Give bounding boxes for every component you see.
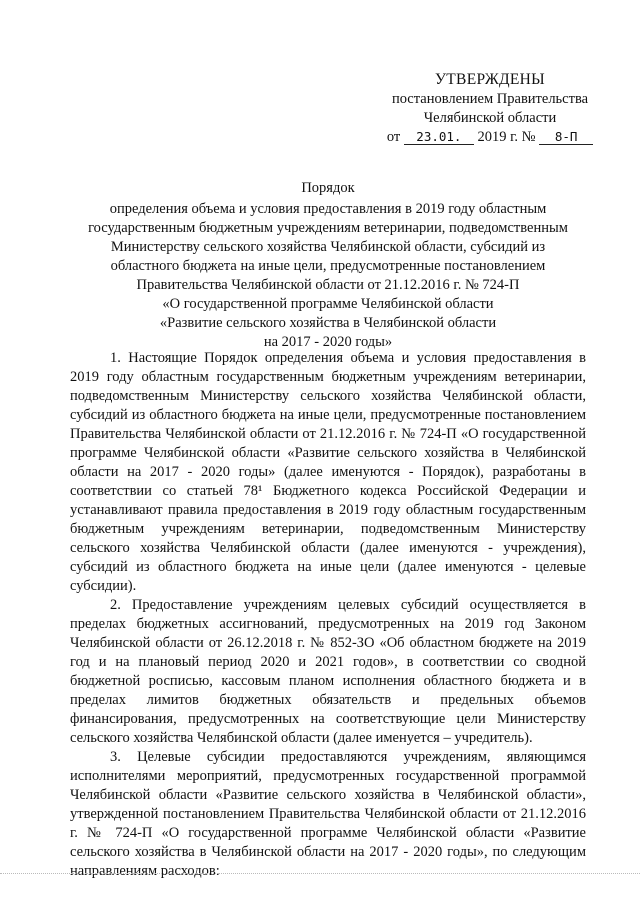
title-line: определения объема и условия предоставления в 2019 году областным (109, 201, 547, 217)
title-line: областного бюджета на иные цели, предусмотренные постановлением (110, 258, 546, 274)
approval-date-line (370, 128, 610, 147)
document-title (70, 179, 586, 352)
year-text: 2019 г. № (477, 129, 536, 145)
resolution-number-field: 8-П (539, 129, 593, 145)
paragraph-1: 1. Настоящие Порядок определения объема и условия предоставления в 2019 году областным государственным бюджетным учреждениям ветеринарии, подведомственным Министерству сельского хозяйства Челябинской области, субсидий из областного бюджета на иные цели, предусмотренные постановлением Правительства Челябинской области от 21.12.2016 г. № 724-П «О государственной программе Челябинской области «Развитие сельского хозяйства в Челябинской области на 2017 - 2020 годы» (далее именуются - Порядок), разработаны в соответствии со статьей 78¹ Бюджетного кодекса Российской Федерации и устанавливают правила предоставления в 2019 году областным государственным бюджетным учреждениям ветеринарии, подведомственным Министерству сельского хозяйства Челябинской области (далее именуются - учреждения), субсидий из областного бюджета на иные цели (далее именуются - целевые субсидии). (70, 350, 586, 594)
title-line: «Развитие сельского хозяйства в Челябинской области (159, 315, 497, 331)
approval-stamp (370, 70, 610, 147)
title-heading: Порядок (301, 180, 355, 196)
title-line: Правительства Челябинской области от 21.12.2016 г. № 724-П (136, 277, 520, 293)
title-line: на 2017 - 2020 годы» (263, 334, 393, 350)
document-body (70, 349, 586, 881)
title-line: Министерству сельского хозяйства Челябинской области, субсидий из (110, 239, 546, 255)
title-line: «О государственной программе Челябинской области (162, 296, 494, 312)
approved-label: УТВЕРЖДЕНЫ (435, 71, 545, 88)
paragraph-3: 3. Целевые субсидии предоставляются учреждениям, являющимся исполнителями мероприятий, предусмотренных государственной программой Челябинской области «Развитие сельского хозяйства в Челябинской области», утвержденной постановлением Правительства Челябинской области от 21.12.2016 г. № 724-П «О государственной программе Челябинской области «Развитие сельского хозяйства в Челябинской области на 2017 - 2020 годы», по следующим направлениям расходов: (70, 749, 586, 879)
date-prefix: от (386, 129, 401, 145)
title-line: государственным бюджетным учреждениям ветеринарии, подведомственным (88, 220, 568, 236)
paragraph-2: 2. Предоставление учреждениям целевых субсидий осуществляется в пределах бюджетных ассигнований, предусмотренных на 2019 год Законом Челябинской области от 26.12.2018 г. № 852-ЗО «Об областном бюджете на 2019 год и на плановый период 2020 и 2021 годов», в соответствии со сводной бюджетной росписью, кассовым планом исполнения областного бюджета и в пределах лимитов бюджетных обязательств и предельных объемов финансирования, предусмотренных на соответствующие цели Министерству сельского хозяйства Челябинской области (далее именуется – учредитель). (70, 597, 586, 746)
page-bottom-divider (0, 873, 640, 875)
approval-date-field: 23.01. (404, 129, 474, 145)
approved-by-line: постановлением Правительства (391, 91, 589, 107)
region-line: Челябинской области (423, 110, 557, 126)
